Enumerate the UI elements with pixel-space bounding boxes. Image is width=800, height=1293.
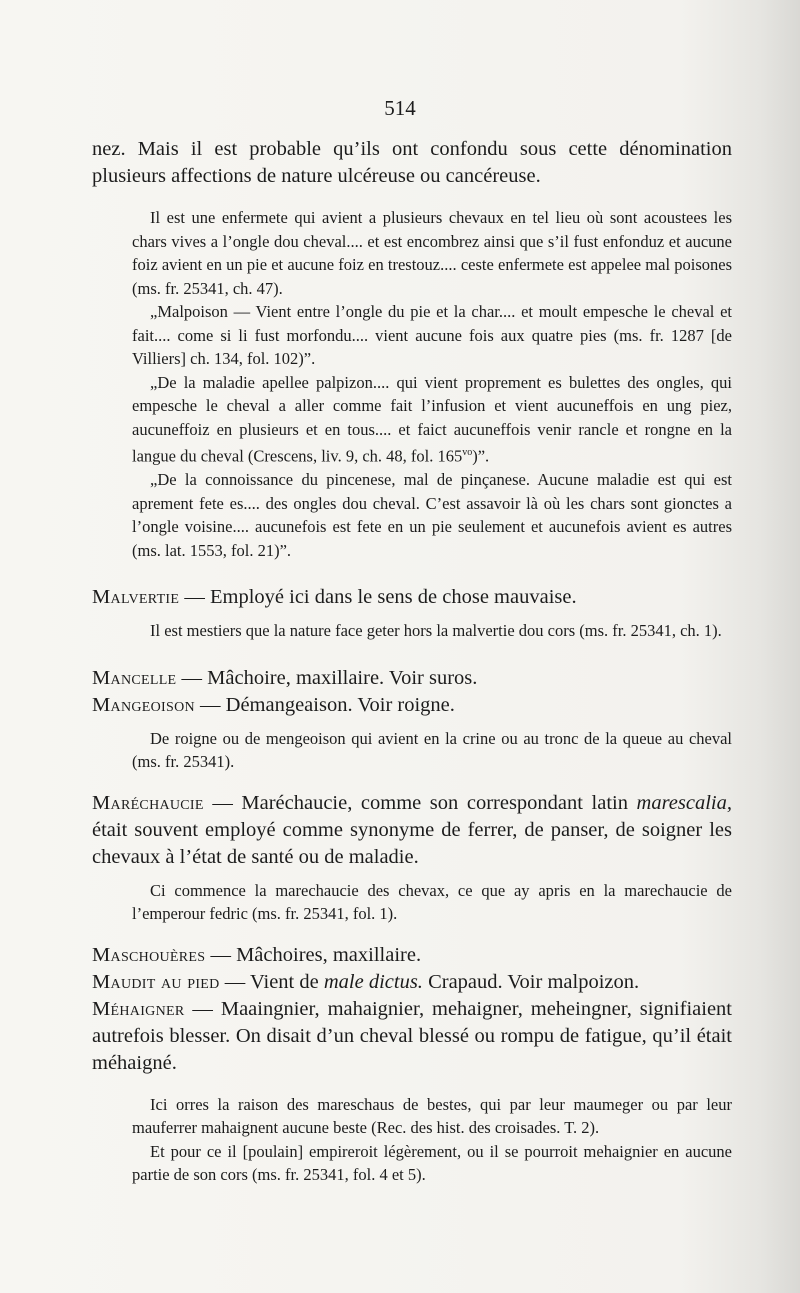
dictionary-entry <box>92 665 732 692</box>
entry-term: Maréchaucie <box>92 791 204 814</box>
page-number: 514 <box>384 96 416 120</box>
dictionary-entry <box>92 584 732 611</box>
intro-paragraph: nez. Mais il est probable qu’ils ont confondu sous cette dénomination plusieurs affections de nature ulcéreuse ou cancéreuse. <box>92 138 732 187</box>
dictionary-entry <box>92 942 732 969</box>
quote-paragraph: Ci commence la marechaucie des chevax, ce que ay apris en la marechaucie de l’emperour fedric (ms. fr. 25341, fol. 1). <box>132 880 732 923</box>
quote-paragraph: Il est mestiers que la nature face geter hors la malvertie dou cors (ms. fr. 25341, ch. 1). <box>150 621 722 640</box>
quote-paragraph: Et pour ce il [poulain] empireroit légèrement, ou il se pourroit mehaignier en aucune partie de son cors (ms. fr. 25341, fol. 4 et 5). <box>132 1141 732 1184</box>
entry-definition: était souvent employé comme synonyme de ferrer, de panser, de soigner les chevaux à l’état de santé ou de maladie. <box>92 818 732 868</box>
entry-term: Maschouères <box>92 943 206 966</box>
entry-definition: — Maaingnier, mahaignier, mehaigner, meheingner, signifiaient autrefois blesser. On disait d’un cheval blessé ou rompu de fatigue, qu’il était méhaigné. <box>92 997 732 1074</box>
entry-definition: — Maréchaucie, comme son correspondant latin <box>203 791 637 814</box>
latin-term: marescalia, <box>636 791 732 814</box>
quote-paragraph: Il est une enfermete qui avient a plusieurs chevaux en tel lieu où sont acoustees les chars vives a l’ongle dou cheval.... et est encombrez ainsi que s’il fust enfonduz et aucune foiz avient en un pie et aucune foiz en trestouz.... ceste enfermete est appelee mal poisones (ms. fr. 25341, ch. 47). <box>132 208 732 298</box>
entry-definition: — Vient de <box>219 970 324 993</box>
quote-text: „De la maladie apellee palpizon.... qui vient proprement es bulettes des ongles, qui empesche le cheval a aller comme fait l’infusion et vient aucuneffois en ung piez, aucuneffoiz en plusieurs et en tous.... et faict aucuneffois venir rancle et rongne en la langue du cheval (Crescens, liv. 9, ch. 48, fol. 165 <box>132 372 732 466</box>
dictionary-entry <box>92 790 732 871</box>
page-content <box>92 136 732 1187</box>
dictionary-entry <box>92 996 732 1077</box>
entry-term: Mangeoison <box>92 693 195 716</box>
entry-definition: — Mâchoires, maxillaire. <box>205 943 422 966</box>
entry-term: Maudit au pied <box>92 970 220 993</box>
quote-paragraph: Ici orres la raison des mareschaus de bestes, qui par leur maumeger ou par leur mauferrer mahaignent aucune beste (Rec. des hist. des croisades. T. 2). <box>132 1094 732 1137</box>
quote-text-end: )”. <box>472 446 490 466</box>
entry-definition: Crapaud. Voir malpoizon. <box>422 970 640 993</box>
entry-definition: — Employé ici dans le sens de chose mauvaise. <box>179 586 577 608</box>
quote-paragraph: „Malpoison — Vient entre l’ongle du pie et la char.... et moult empesche le cheval et fait.... come si li fust morfondu.... vient aucune fois aux quatre pies (ms. fr. 1287 [de Villiers] ch. 134, fol. 102)”. <box>132 302 732 368</box>
dictionary-entry <box>92 969 732 996</box>
quote-paragraph: De roigne ou de mengeoison qui avient en la crine ou au tronc de la queue au cheval (ms. fr. 25341). <box>132 728 732 771</box>
entry-definition: — Démangeaison. Voir roigne. <box>194 693 455 716</box>
entry-term: Malvertie <box>92 586 180 608</box>
quote-paragraph: „De la connoissance du pincenese, mal de pinçanese. Aucune maladie est qui est aprement fete es.... des ongles dou cheval. C’est assavoir là où les chars sont gionctes a l’ongle voisine.... aucunefois est fete en un pie seulement et aucunefois avient es autres (ms. lat. 1553, fol. 21)”. <box>132 470 732 560</box>
entry-term: Mancelle <box>92 666 177 689</box>
quote-paragraph <box>132 371 732 469</box>
entry-definition: — Mâchoire, maxillaire. Voir suros. <box>176 666 478 689</box>
entry-term: Méhaigner <box>92 997 185 1020</box>
dictionary-entry <box>92 692 732 719</box>
folio-superscript: vo <box>462 447 473 458</box>
latin-term: male dictus. <box>323 970 423 993</box>
